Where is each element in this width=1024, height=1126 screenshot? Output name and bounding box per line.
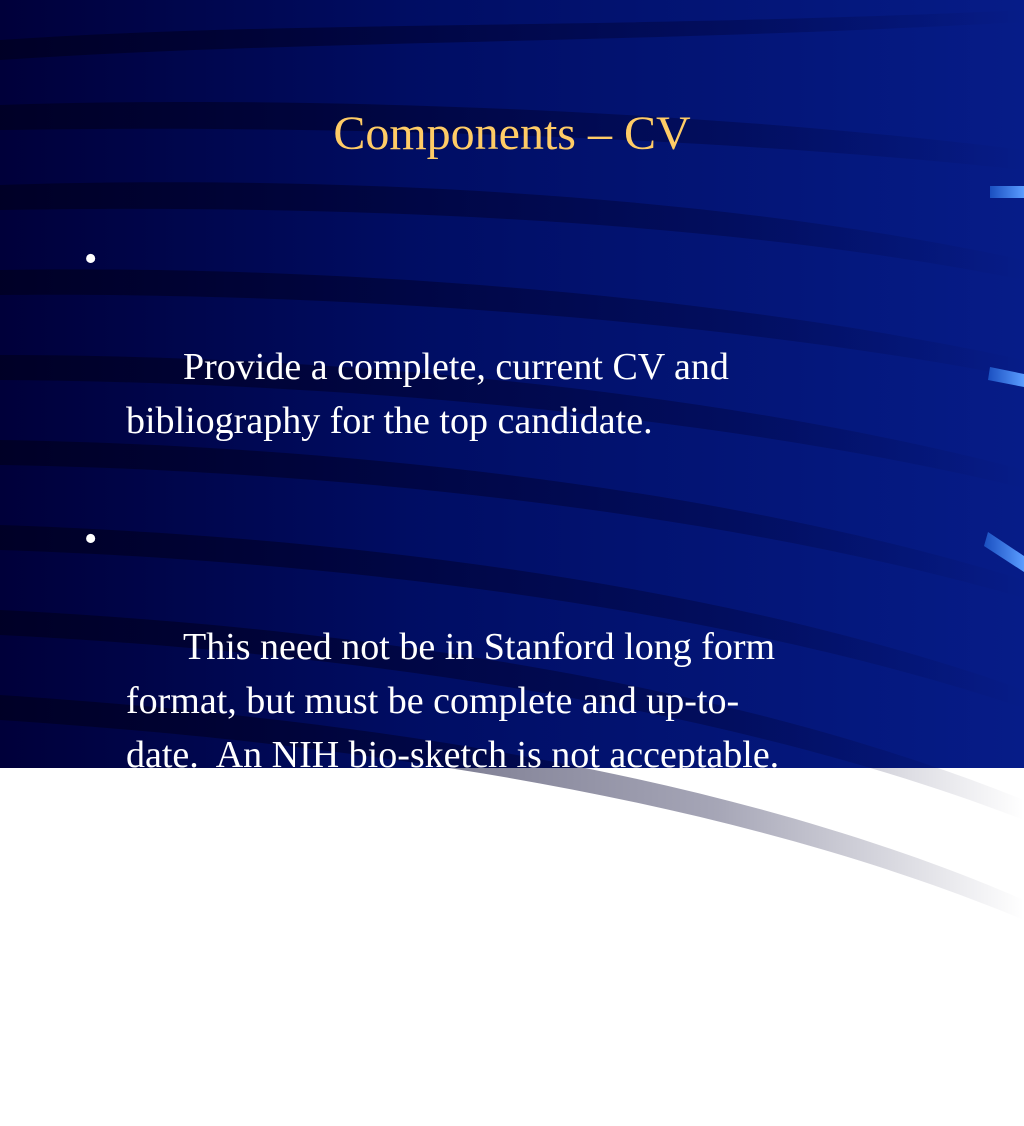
bullet-item — [84, 512, 944, 836]
accent-tick — [984, 532, 1024, 572]
background-streak — [0, 10, 1024, 60]
accent-tick — [990, 186, 1024, 198]
bullet-text: Include all submitted manuscripts and grants. — [126, 960, 762, 1056]
bullet-text: Provide a complete, current CV and bibliography for the top candidate. — [126, 346, 729, 442]
bullet-list — [84, 232, 944, 1126]
slide-title: Components – CV — [333, 107, 691, 160]
bullet-icon: • — [84, 238, 98, 280]
bullet-icon: • — [84, 852, 98, 894]
bullet-icon: • — [84, 518, 98, 560]
bullet-item — [84, 232, 944, 502]
bullet-text: This need not be in Stanford long form format, but must be complete and up-to- date. An NIH bio-sketch is not acceptable. — [126, 626, 780, 776]
bullet-item — [84, 846, 944, 1116]
